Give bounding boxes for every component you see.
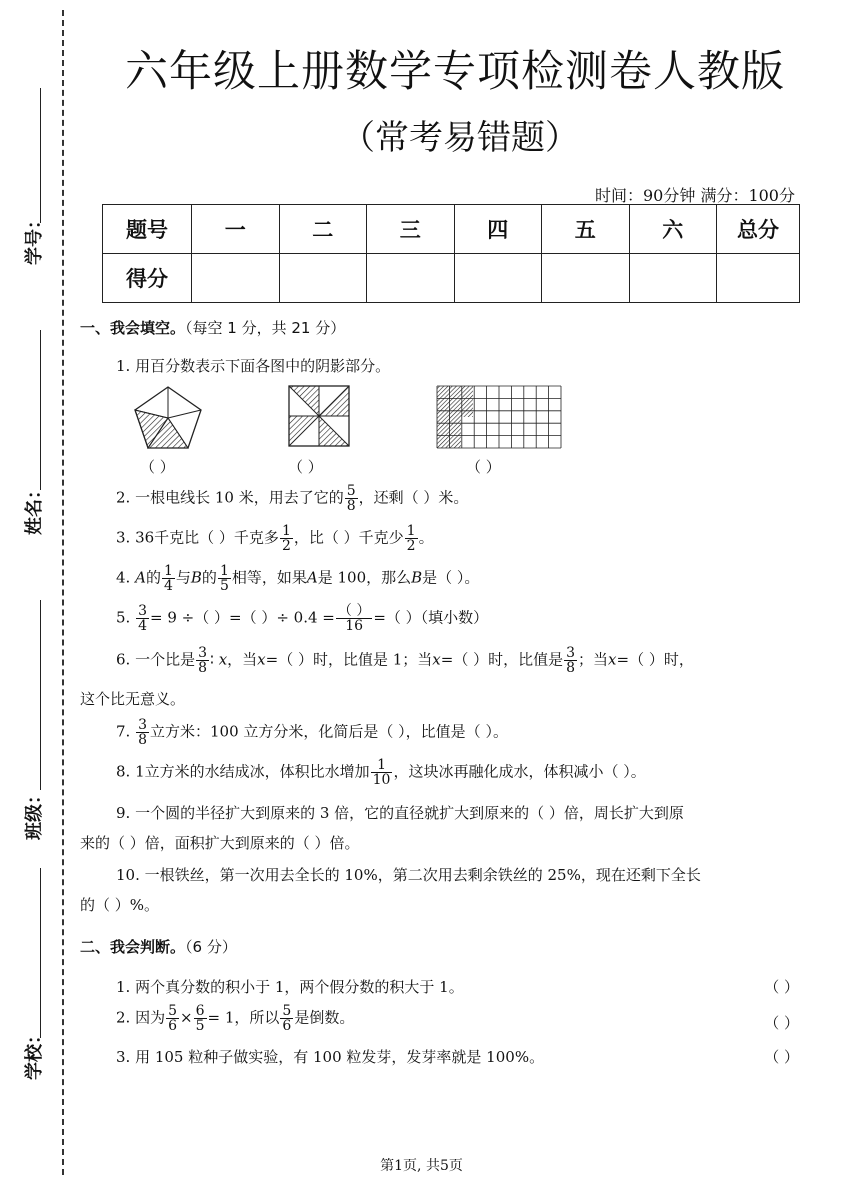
score-row-label: 得分 — [103, 254, 192, 303]
fraction: $\frac{5}{8}$ — [346, 483, 356, 514]
grid-figure — [436, 385, 562, 449]
question-9: 9. 一个圆的半径扩大到原来的 3 倍，它的直径就扩大到原来的（ ）倍，周长扩大到原 — [116, 804, 684, 822]
score-header-cell: 五 — [542, 205, 630, 254]
question-9-continued: 来的（ ）倍，面积扩大到原来的（ ）倍。 — [80, 834, 360, 852]
question-10-continued: 的（ ）%。 — [80, 896, 160, 914]
score-header-cell: 二 — [279, 205, 367, 254]
score-cell[interactable] — [454, 254, 542, 303]
section2-heading: 二、我会判断。（6 分） — [80, 938, 237, 956]
score-header-cell: 六 — [629, 205, 717, 254]
score-header-cell: 题号 — [103, 205, 192, 254]
school-line — [40, 868, 41, 1038]
binding-dashed-line — [62, 10, 64, 1175]
score-cell[interactable] — [279, 254, 367, 303]
score-cell[interactable] — [542, 254, 630, 303]
judge-question-3: 3. 用 105 粒种子做实验，有 100 粒发芽，发芽率就是 100%。 — [116, 1048, 545, 1066]
score-table-header-row — [103, 205, 800, 254]
score-header-cell: 总分 — [717, 205, 800, 254]
score-table — [102, 204, 800, 303]
score-header-cell: 三 — [367, 205, 455, 254]
judge-blank-2[interactable]: （ ） — [764, 1014, 799, 1032]
square-figure — [288, 385, 350, 447]
student-id-label: 学号： — [24, 211, 45, 265]
score-table-score-row — [103, 254, 800, 303]
judge-question-2: 2. 因为 $\frac{5}{6}$ × $\frac{6}{5}$ = 1，所以 $\frac{5}{6}$ 是倒数。 — [116, 1003, 355, 1034]
page-footer: 第1页, 共5页 — [380, 1158, 463, 1174]
question-2: 2. 一根电线长 10 米，用去了它的 $\frac{5}{8}$ ，还剩（ ）米。 — [116, 483, 469, 514]
answer-blank-grid[interactable]: （ ） — [466, 458, 501, 476]
page-title: 六年级上册数学专项检测卷人教版 — [125, 47, 785, 97]
question-3: 3. 36千克比（ ）千克多 $\frac{1}{2}$ ，比（ ）千克少 $\frac{1}{2}$ 。 — [116, 523, 434, 554]
name-line — [40, 330, 41, 490]
school-label: 学校： — [24, 1026, 45, 1080]
question-1: 1. 用百分数表示下面各图中的阴影部分。 — [116, 357, 391, 375]
question-5: 5. $\frac{3}{4}$ = 9 ÷（ ）=（ ）÷ 0.4 = $\frac{( )}{16}$ =（ ）（填小数） — [116, 603, 489, 634]
pentagon-figure — [133, 385, 203, 450]
student-id-line — [40, 88, 41, 223]
score-cell[interactable] — [192, 254, 280, 303]
question-4: 4. A的 $\frac{1}{4}$ 与B的 $\frac{1}{5}$ 相等，如果A是 100，那么B是（ ）。 — [116, 563, 480, 594]
judge-blank-1[interactable]: （ ） — [764, 978, 799, 996]
question-6: 6. 一个比是 $\frac{3}{8}$ ∶ x，当x=（ ）时，比值是 1；当x=（ ）时，比值是 $\frac{3}{8}$ ；当x=（ ）时， — [116, 645, 694, 676]
judge-question-1: 1. 两个真分数的积小于 1，两个假分数的积大于 1。 — [116, 978, 464, 996]
name-label: 姓名： — [24, 481, 45, 535]
score-cell[interactable] — [367, 254, 455, 303]
question-6-continued: 这个比无意义。 — [80, 690, 186, 708]
score-header-cell: 四 — [454, 205, 542, 254]
class-label: 班级： — [24, 786, 45, 840]
score-header-cell: 一 — [192, 205, 280, 254]
section1-heading: 一、我会填空。（每空 1 分，共 21 分） — [80, 319, 346, 337]
score-cell[interactable] — [629, 254, 717, 303]
class-line — [40, 600, 41, 790]
judge-blank-3[interactable]: （ ） — [764, 1048, 799, 1066]
question-8: 8. 1立方米的水结成冰，体积比水增加 $\frac{1}{10}$ ，这块冰再融化成水，体积减小（ ）。 — [116, 757, 646, 788]
score-cell[interactable] — [717, 254, 800, 303]
question-7: 7. $\frac{3}{8}$ 立方米：100 立方分米，化简后是（ ），比值是（ ）。 — [116, 717, 508, 748]
answer-blank-pentagon[interactable]: （ ） — [140, 458, 175, 476]
answer-blank-square[interactable]: （ ） — [288, 458, 323, 476]
exam-meta: 时间：90分钟 满分：100分 — [595, 186, 795, 205]
page-subtitle: （常考易错题） — [341, 118, 579, 158]
question-10: 10. 一根铁丝，第一次用去全长的 10%，第二次用去剩余铁丝的 25%，现在还剩下全长 — [116, 866, 701, 884]
